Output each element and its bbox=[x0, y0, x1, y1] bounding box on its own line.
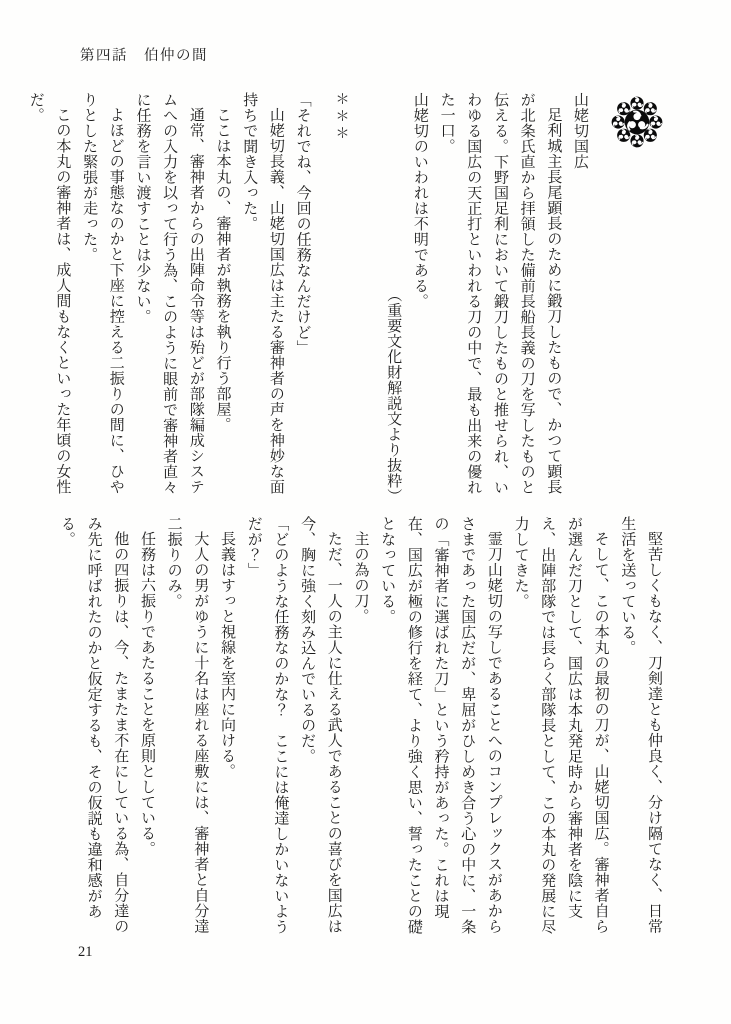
paragraph: 足利城主長尾顕長のために鍛刀したもので、かつて顕長が北条氏直から拝領した備前長船長義の刀を写したものと伝える。下野国足利において鍛刀したものと推せられ、いわゆる国広の天正打といわれる刀の中で、最も出来の優れた一口。 bbox=[438, 92, 562, 495]
lower-vertical-text bbox=[58, 516, 667, 946]
nine-tomoe-crest-icon bbox=[609, 94, 665, 150]
chapter-header: 第四話 伯仲の間 bbox=[80, 48, 208, 64]
paragraph: 長義はすっと視線を室内に向ける。 bbox=[219, 531, 235, 779]
paragraph: 通常、審神者からの出陣命令等は殆どが部隊編成システムへの入力を以って行う為、このように眼前で審神者直々に任務を言い渡すことは少ない。 bbox=[134, 92, 204, 495]
paragraph: 任務は六振りであたることを原則としている。 bbox=[138, 531, 155, 857]
paragraph: 霊刀山姥切の写しであることへのコンプレックスがあからさまであった国広だが、卑屈がひしめき合う心の中に、一条の「審神者に選ばれた刀」という矜持があった。これは現在、国広が極の修行を経て、より強く思い、誓ったことの礎となっている。 bbox=[379, 516, 502, 935]
paragraph: 山姥切のいわれは不明である。 bbox=[411, 92, 428, 309]
paragraph: 山姥切国広 bbox=[572, 92, 588, 170]
paragraph: ここは本丸の、審神者が執務を執り行う部屋。 bbox=[214, 107, 231, 433]
paragraph: 「どのような任務なのかな？ ここには俺達しかいないようだが？」 bbox=[245, 516, 289, 935]
paragraph: 大人の男がゆうに十名は座れる座敷には、審神者と自分達二振りのみ。 bbox=[165, 516, 209, 934]
paragraph: 他の四振りは、今、たまたま不在にしている為、自分達のみ先に呼ばれたのかと仮定するも、その仮説も違和感がある。 bbox=[58, 516, 129, 934]
paragraph: そして、この本丸の最初の刀が、山姥切国広。審神者自らが選んだ刀として、国広は本丸発足時から審神者を陰に支え、出陣部隊では長らく部隊長として、この本丸の発展に尽力してきた。 bbox=[512, 516, 609, 935]
paragraph: 主の為の刀。 bbox=[352, 531, 369, 624]
paragraph: （重要文化財解説文より抜粋） bbox=[385, 287, 402, 504]
paragraph: 堅苦しくもなく、刀剣達とも仲良く、分け隔てなく、日常生活を送っている。 bbox=[619, 516, 662, 934]
paragraph: この本丸の審神者は、成人間もなくといった年頃の女性だ。 bbox=[27, 92, 71, 495]
upper-text-band bbox=[27, 92, 667, 504]
scene-break: ＊＊＊ bbox=[333, 92, 349, 143]
paragraph: よほどの事態なのかと下座に控える二振りの間に、ひやりとした緊張が走った。 bbox=[81, 92, 124, 495]
paragraph: ただ、一人の主人に仕える武人であることの喜びを国広は今、胸に強く刻み込んでいるのだ。 bbox=[299, 516, 342, 934]
paragraph: 山姥切長義、山姥切国広は主たる審神者の声を神妙な面持ちで聞き入った。 bbox=[241, 92, 284, 495]
paragraph: 「それでね、今回の任務なんだけど」 bbox=[294, 92, 311, 356]
page-number: 21 bbox=[78, 944, 93, 960]
upper-vertical-text bbox=[27, 92, 593, 504]
lower-text-band bbox=[58, 516, 667, 946]
